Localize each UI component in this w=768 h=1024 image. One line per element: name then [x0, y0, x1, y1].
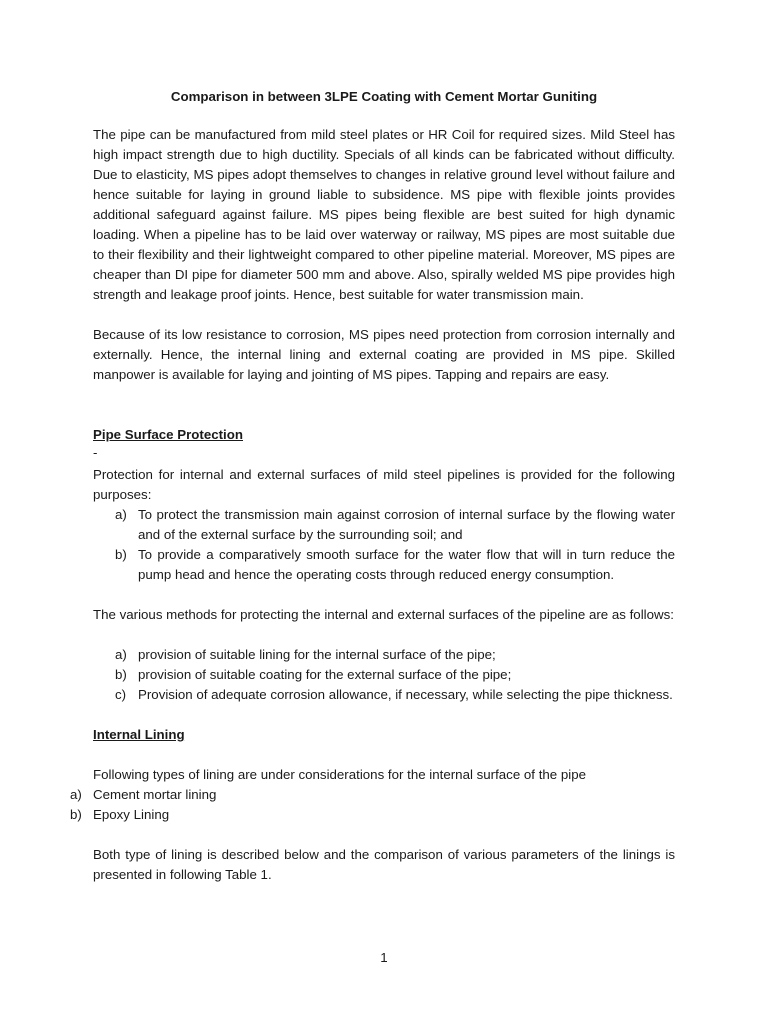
purposes-list — [115, 505, 675, 585]
intro-paragraph-2: Because of its low resistance to corrosion, MS pipes need protection from corrosion internally and externally. Hence, the internal lining and external coating are provided in MS pipe. Skilled manpower is available for laying and jointing of MS pipes. Tapping and repairs are easy. — [93, 327, 675, 382]
list-item-text: Epoxy Lining — [93, 807, 170, 822]
list-label: c) — [115, 687, 127, 702]
lining-types-list — [70, 785, 675, 825]
dash-mark: - — [93, 445, 98, 460]
lining-types-paragraph: Following types of lining are under considerations for the internal surface of the pipe — [93, 767, 587, 782]
list-label: a) — [70, 787, 82, 802]
list-item-text: provision of suitable lining for the internal surface of the pipe; — [138, 647, 496, 662]
list-item — [115, 645, 675, 665]
list-item-text: provision of suitable coating for the external surface of the pipe; — [138, 667, 512, 682]
closing-paragraph: Both type of lining is described below and the comparison of various parameters of the linings is presented in following Table 1. — [93, 847, 675, 882]
document-title: Comparison in between 3LPE Coating with Cement Mortar Guniting — [170, 89, 598, 104]
section-heading-pipe-surface-protection: Pipe Surface Protection — [93, 427, 243, 442]
intro-paragraph-1: The pipe can be manufactured from mild steel plates or HR Coil for required sizes. Mild Steel has high impact strength due to high ductility. Specials of all kinds can be fabricated without difficulty. Due to elasticity, MS pipes adopt themselves to changes in relative ground level without failure and hence suitable for laying in ground liable to subsidence. MS pipe with flexible joints provides additional safeguard against failure. MS pipes being flexible are best suited for high dynamic loading. When a pipeline has to be laid over waterway or railway, MS pipes are most suitable due to their flexibility and their lightweight compared to other pipeline material. Moreover, MS pipes are cheaper than DI pipe for diameter 500 mm and above. Also, spirally welded MS pipe provides high strength and leakage proof joints. Hence, best suitable for water transmission main. — [93, 127, 675, 302]
list-item — [115, 545, 675, 585]
list-item-text: To protect the transmission main against corrosion of internal surface by the flowing water and of the external surface by the surrounding soil; and — [138, 507, 675, 542]
list-label: b) — [115, 547, 127, 562]
list-item — [115, 665, 675, 685]
list-label: a) — [115, 507, 127, 522]
section-heading-internal-lining: Internal Lining — [93, 727, 185, 742]
list-item — [70, 805, 675, 825]
list-item — [70, 785, 675, 805]
list-item-text: Provision of adequate corrosion allowance, if necessary, while selecting the pipe thickness. — [138, 687, 673, 702]
methods-intro-paragraph: The various methods for protecting the internal and external surfaces of the pipeline are as follows: — [93, 607, 674, 622]
methods-list — [115, 645, 675, 705]
protection-paragraph: Protection for internal and external surfaces of mild steel pipelines is provided for the following purposes: — [93, 467, 675, 502]
list-label: b) — [70, 807, 82, 822]
list-item — [115, 505, 675, 545]
list-item-text: To provide a comparatively smooth surface for the water flow that will in turn reduce the pump head and hence the operating costs through reduced energy consumption. — [138, 547, 675, 582]
list-label: b) — [115, 667, 127, 682]
list-label: a) — [115, 647, 127, 662]
list-item — [115, 685, 675, 705]
list-item-text: Cement mortar lining — [93, 787, 217, 802]
page-number: 1 — [380, 950, 388, 965]
